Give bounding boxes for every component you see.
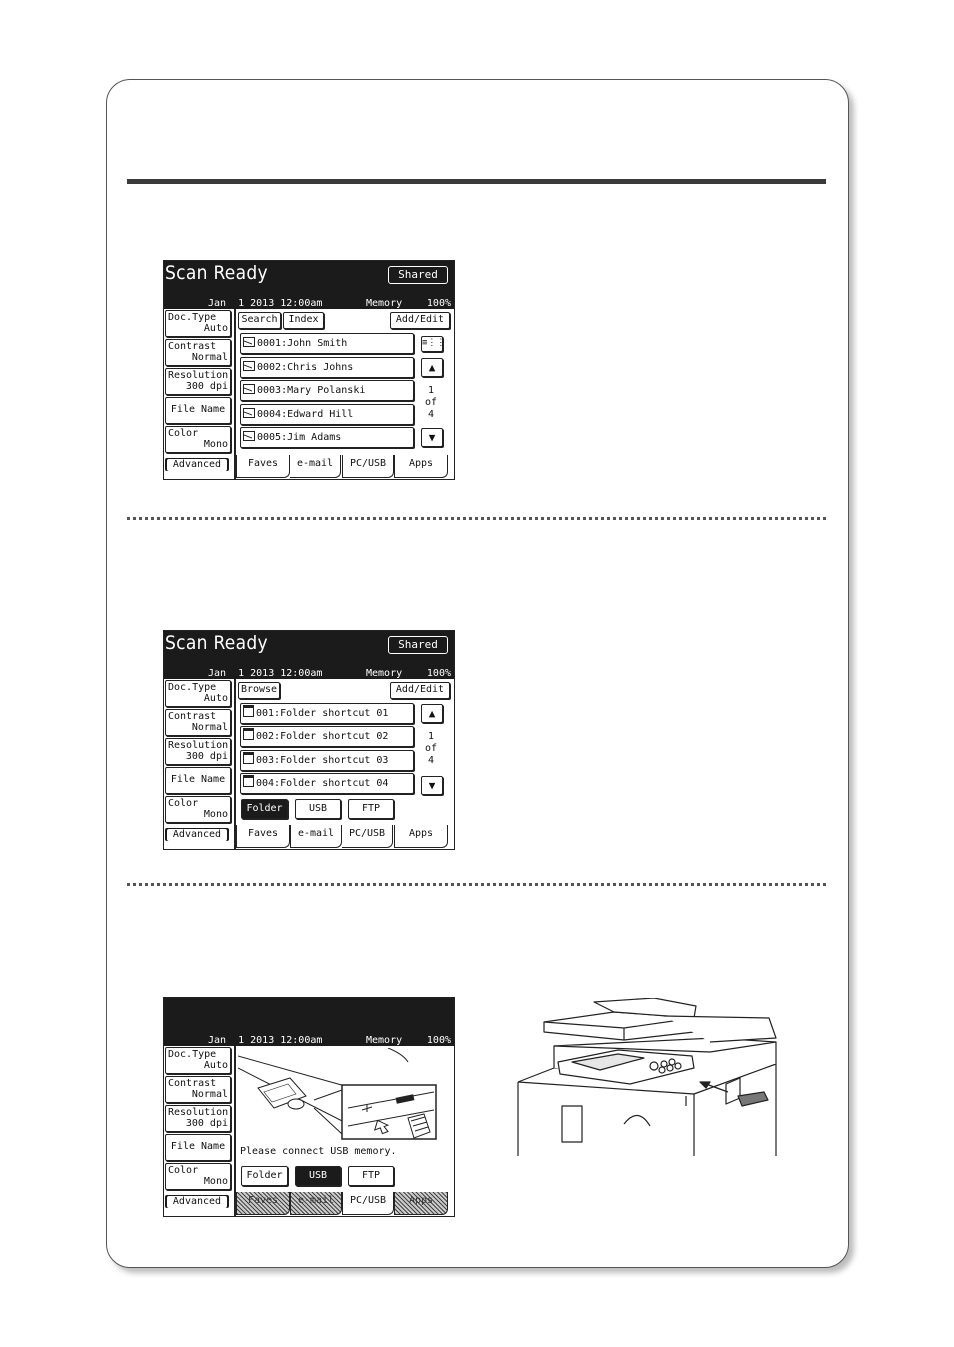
scan-screen-email [163, 260, 455, 480]
envelope-icon [243, 361, 255, 371]
contrast-label: Contrast [168, 341, 217, 352]
ftp-button[interactable]: FTP [348, 1166, 394, 1186]
screen-title: Scan Ready [165, 262, 268, 284]
list-item[interactable] [240, 357, 414, 378]
tab-apps[interactable]: Apps [394, 1192, 448, 1215]
contrast-button[interactable] [165, 709, 231, 736]
color-value: Mono [203, 1176, 228, 1187]
folder-icon [243, 752, 254, 764]
list-item-label: 003:Folder shortcut 03 [256, 755, 389, 766]
page-of: of [424, 397, 438, 408]
contrast-button[interactable] [165, 1076, 231, 1103]
contrast-label: Contrast [168, 1078, 217, 1089]
tab-faves[interactable]: Faves [236, 455, 290, 478]
advanced-button[interactable] [165, 828, 229, 841]
list-item-label: 0004:Edward Hill [257, 409, 354, 420]
tab-bar [236, 455, 454, 479]
doc-type-value: Auto [203, 1060, 228, 1071]
scroll-down-icon[interactable]: ▼ [421, 776, 443, 795]
list-item-label: 0002:Chris Johns [257, 362, 354, 373]
folder-icon [243, 775, 254, 787]
index-button[interactable]: Index [283, 312, 324, 329]
scan-screen-usb [163, 997, 455, 1217]
color-button[interactable] [165, 796, 231, 823]
tab-email[interactable]: e-mail [290, 1192, 342, 1215]
resolution-button[interactable] [165, 738, 231, 765]
list-view-icon[interactable]: ≡⋮⋮ [421, 336, 443, 352]
tab-apps[interactable]: Apps [394, 825, 448, 848]
tab-bar [236, 825, 454, 849]
status-bar [164, 668, 454, 679]
page-total: 4 [427, 755, 435, 766]
usb-insert-illustration [238, 1048, 452, 1142]
color-label: Color [168, 1165, 199, 1176]
page-indicator [418, 385, 444, 421]
usb-message: Please connect USB memory. [240, 1146, 397, 1157]
list-item-label: 002:Folder shortcut 02 [256, 731, 389, 742]
list-item-label: 0005:Jim Adams [257, 432, 342, 443]
date-time: Jan 1 2013 12:00am [208, 668, 323, 679]
list-item[interactable] [240, 380, 414, 401]
envelope-icon [243, 337, 255, 347]
search-button[interactable]: Search [238, 312, 281, 329]
advanced-label: Advanced [167, 829, 227, 841]
memory-label: Memory [366, 668, 403, 679]
advanced-button[interactable] [165, 458, 229, 471]
section-rule [127, 179, 826, 184]
tab-email[interactable]: e-mail [290, 825, 342, 848]
resolution-label: Resolution [168, 740, 229, 751]
ftp-button[interactable]: FTP [348, 799, 394, 819]
list-item[interactable] [240, 427, 414, 448]
dotted-divider [127, 883, 826, 886]
file-name-button[interactable] [165, 1134, 231, 1161]
date-time: Jan 1 2013 12:00am [208, 298, 323, 309]
contrast-label: Contrast [168, 711, 217, 722]
list-item[interactable] [240, 703, 414, 724]
doc-type-button[interactable] [165, 680, 231, 707]
resolution-button[interactable] [165, 368, 231, 395]
advanced-label: Advanced [167, 459, 227, 471]
status-bar [164, 1035, 454, 1046]
page-of: of [424, 743, 438, 754]
advanced-label: Advanced [167, 1196, 227, 1208]
doc-type-value: Auto [203, 323, 228, 334]
tab-pc-usb[interactable]: PC/USB [342, 455, 394, 478]
tab-faves[interactable]: Faves [236, 825, 290, 848]
advanced-button[interactable] [165, 1195, 229, 1208]
list-item-label: 001:Folder shortcut 01 [256, 708, 389, 719]
memory-label: Memory [366, 298, 403, 309]
scroll-down-icon[interactable]: ▼ [421, 428, 443, 447]
list-item[interactable] [240, 773, 414, 794]
file-name-label: File Name [170, 1141, 226, 1152]
page-current: 1 [427, 731, 435, 742]
resolution-label: Resolution [168, 1107, 229, 1118]
page-total: 4 [427, 409, 435, 420]
file-name-button[interactable] [165, 397, 231, 424]
shared-button[interactable]: Shared [388, 266, 448, 284]
add-edit-button[interactable]: Add/Edit [390, 682, 450, 699]
browse-button[interactable]: Browse [238, 682, 280, 699]
color-value: Mono [203, 809, 228, 820]
file-name-button[interactable] [165, 767, 231, 794]
list-item-label: 0001:John Smith [257, 338, 348, 349]
contrast-value: Normal [191, 722, 228, 733]
resolution-value: 300 dpi [185, 1118, 228, 1129]
doc-type-value: Auto [203, 693, 228, 704]
shared-button[interactable]: Shared [388, 636, 448, 654]
list-item-label: 004:Folder shortcut 04 [256, 778, 389, 789]
doc-type-button[interactable] [165, 1047, 231, 1074]
folder-button[interactable]: Folder [241, 1166, 288, 1186]
contrast-button[interactable] [165, 339, 231, 366]
resolution-label: Resolution [168, 370, 229, 381]
list-item[interactable] [240, 404, 414, 425]
file-name-label: File Name [170, 774, 226, 785]
list-item[interactable] [240, 750, 414, 771]
tab-faves[interactable]: Faves [236, 1192, 290, 1215]
folder-icon [243, 728, 254, 740]
color-button[interactable] [165, 426, 231, 453]
resolution-button[interactable] [165, 1105, 231, 1132]
file-name-label: File Name [170, 404, 226, 415]
color-label: Color [168, 798, 199, 809]
envelope-icon [243, 431, 255, 441]
tab-pc-usb[interactable]: PC/USB [342, 1192, 394, 1215]
list-item-label: 0003:Mary Polanski [257, 385, 366, 396]
folder-button[interactable]: Folder [241, 799, 288, 819]
screen-title: Scan Ready [165, 632, 268, 654]
memory-label: Memory [366, 1035, 403, 1046]
screen-header [164, 261, 454, 298]
list-item[interactable] [240, 333, 414, 354]
memory-percent: 100% [426, 668, 451, 679]
add-edit-button[interactable]: Add/Edit [390, 312, 450, 329]
folder-icon [243, 705, 254, 717]
doc-type-label: Doc.Type [168, 1049, 217, 1060]
contrast-value: Normal [191, 1089, 228, 1100]
printer-usb-port-illustration [514, 998, 780, 1156]
doc-type-label: Doc.Type [168, 682, 217, 693]
list-item[interactable] [240, 726, 414, 747]
page-indicator [418, 731, 444, 767]
memory-percent: 100% [426, 1035, 451, 1046]
doc-type-button[interactable] [165, 310, 231, 337]
color-label: Color [168, 428, 199, 439]
tab-bar [236, 1192, 454, 1216]
tab-pc-usb[interactable]: PC/USB [342, 825, 393, 848]
tab-apps[interactable]: Apps [394, 455, 448, 478]
envelope-icon [243, 384, 255, 394]
tab-email[interactable]: e-mail [290, 455, 341, 478]
doc-type-label: Doc.Type [168, 312, 217, 323]
color-value: Mono [203, 439, 228, 450]
resolution-value: 300 dpi [185, 751, 228, 762]
resolution-value: 300 dpi [185, 381, 228, 392]
screen-header [164, 998, 454, 1035]
page-current: 1 [427, 385, 435, 396]
dotted-divider [127, 517, 826, 520]
status-bar [164, 298, 454, 309]
memory-percent: 100% [426, 298, 451, 309]
envelope-icon [243, 408, 255, 418]
scroll-up-icon[interactable]: ▲ [421, 704, 443, 723]
usb-button[interactable]: USB [295, 1166, 341, 1186]
usb-button[interactable]: USB [295, 799, 341, 819]
color-button[interactable] [165, 1163, 231, 1190]
contrast-value: Normal [191, 352, 228, 363]
screen-header [164, 631, 454, 668]
scan-screen-pc-usb [163, 630, 455, 850]
scroll-up-icon[interactable]: ▲ [421, 358, 443, 377]
date-time: Jan 1 2013 12:00am [208, 1035, 323, 1046]
